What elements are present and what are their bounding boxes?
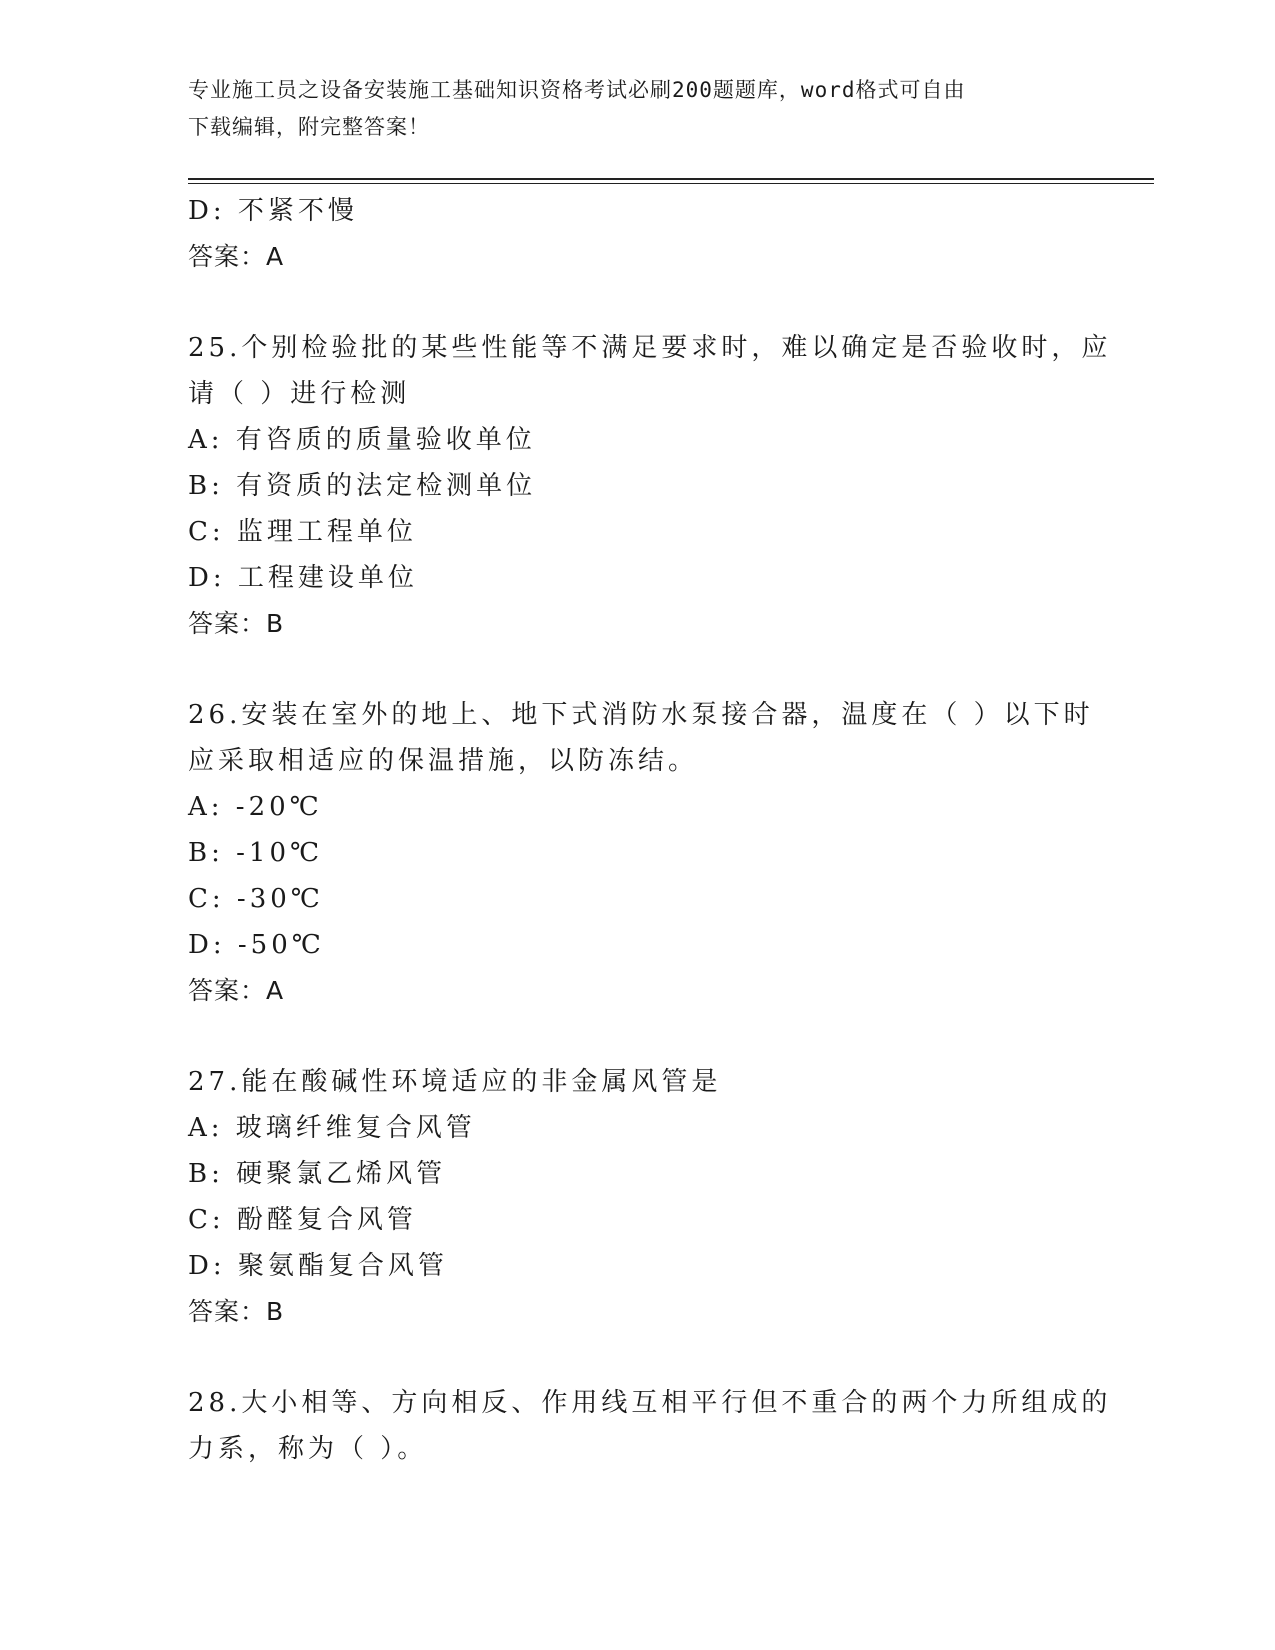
question-26 <box>188 692 1148 1014</box>
spacer <box>188 280 1148 325</box>
document-header <box>188 72 1088 146</box>
answer-line: 答案：A <box>188 976 285 1005</box>
question-27 <box>188 1059 1148 1335</box>
spacer <box>188 647 1148 692</box>
question-stem-line-1: 27.能在酸碱性环境适应的非金属风管是 <box>188 1067 722 1097</box>
option-c: C: 监理工程单位 <box>188 517 417 547</box>
option-d: D: 工程建设单位 <box>188 563 418 593</box>
question-stem-line-1: 28.大小相等、方向相反、作用线互相平行但不重合的两个力所组成的 <box>188 1388 1112 1418</box>
answer-line: 答案：B <box>188 1297 285 1326</box>
option-a: A: 玻璃纤维复合风管 <box>188 1113 476 1143</box>
header-title-line-2: 下载编辑，附完整答案！ <box>188 115 430 139</box>
spacer <box>188 1335 1148 1380</box>
question-25 <box>188 325 1148 647</box>
question-content <box>188 188 1148 1472</box>
answer-line: 答案：A <box>188 242 285 271</box>
question-stem-line-1: 26.安装在室外的地上、地下式消防水泵接合器，温度在（ ）以下时 <box>188 700 1094 730</box>
option-c: C: 酚醛复合风管 <box>188 1205 417 1235</box>
question-stem-line-1: 25.个别检验批的某些性能等不满足要求时，难以确定是否验收时，应 <box>188 333 1112 363</box>
option-b: B: 硬聚氯乙烯风管 <box>188 1159 447 1189</box>
option-b: B: 有资质的法定检测单位 <box>188 471 537 501</box>
question-stem-line-2: 力系，称为（ ）。 <box>188 1434 428 1464</box>
header-title-line-1: 专业施工员之设备安装施工基础知识资格考试必刷200题题库，word格式可自由 <box>188 78 966 102</box>
option-c: C: -30℃ <box>188 884 324 914</box>
option-a: A: 有咨质的质量验收单位 <box>188 425 536 455</box>
option-d: D: 不紧不慢 <box>188 196 358 226</box>
spacer <box>188 1014 1148 1059</box>
answer-line: 答案：B <box>188 609 285 638</box>
question-28 <box>188 1380 1148 1472</box>
question-stem-line-2: 请（ ）进行检测 <box>188 379 411 409</box>
option-a: A: -20℃ <box>188 792 323 822</box>
question-stem-line-2: 应采取相适应的保温措施，以防冻结。 <box>188 746 699 776</box>
option-d: D: -50℃ <box>188 930 325 960</box>
header-divider <box>188 178 1154 184</box>
option-d: D: 聚氨酯复合风管 <box>188 1251 448 1281</box>
option-b: B: -10℃ <box>188 838 324 868</box>
